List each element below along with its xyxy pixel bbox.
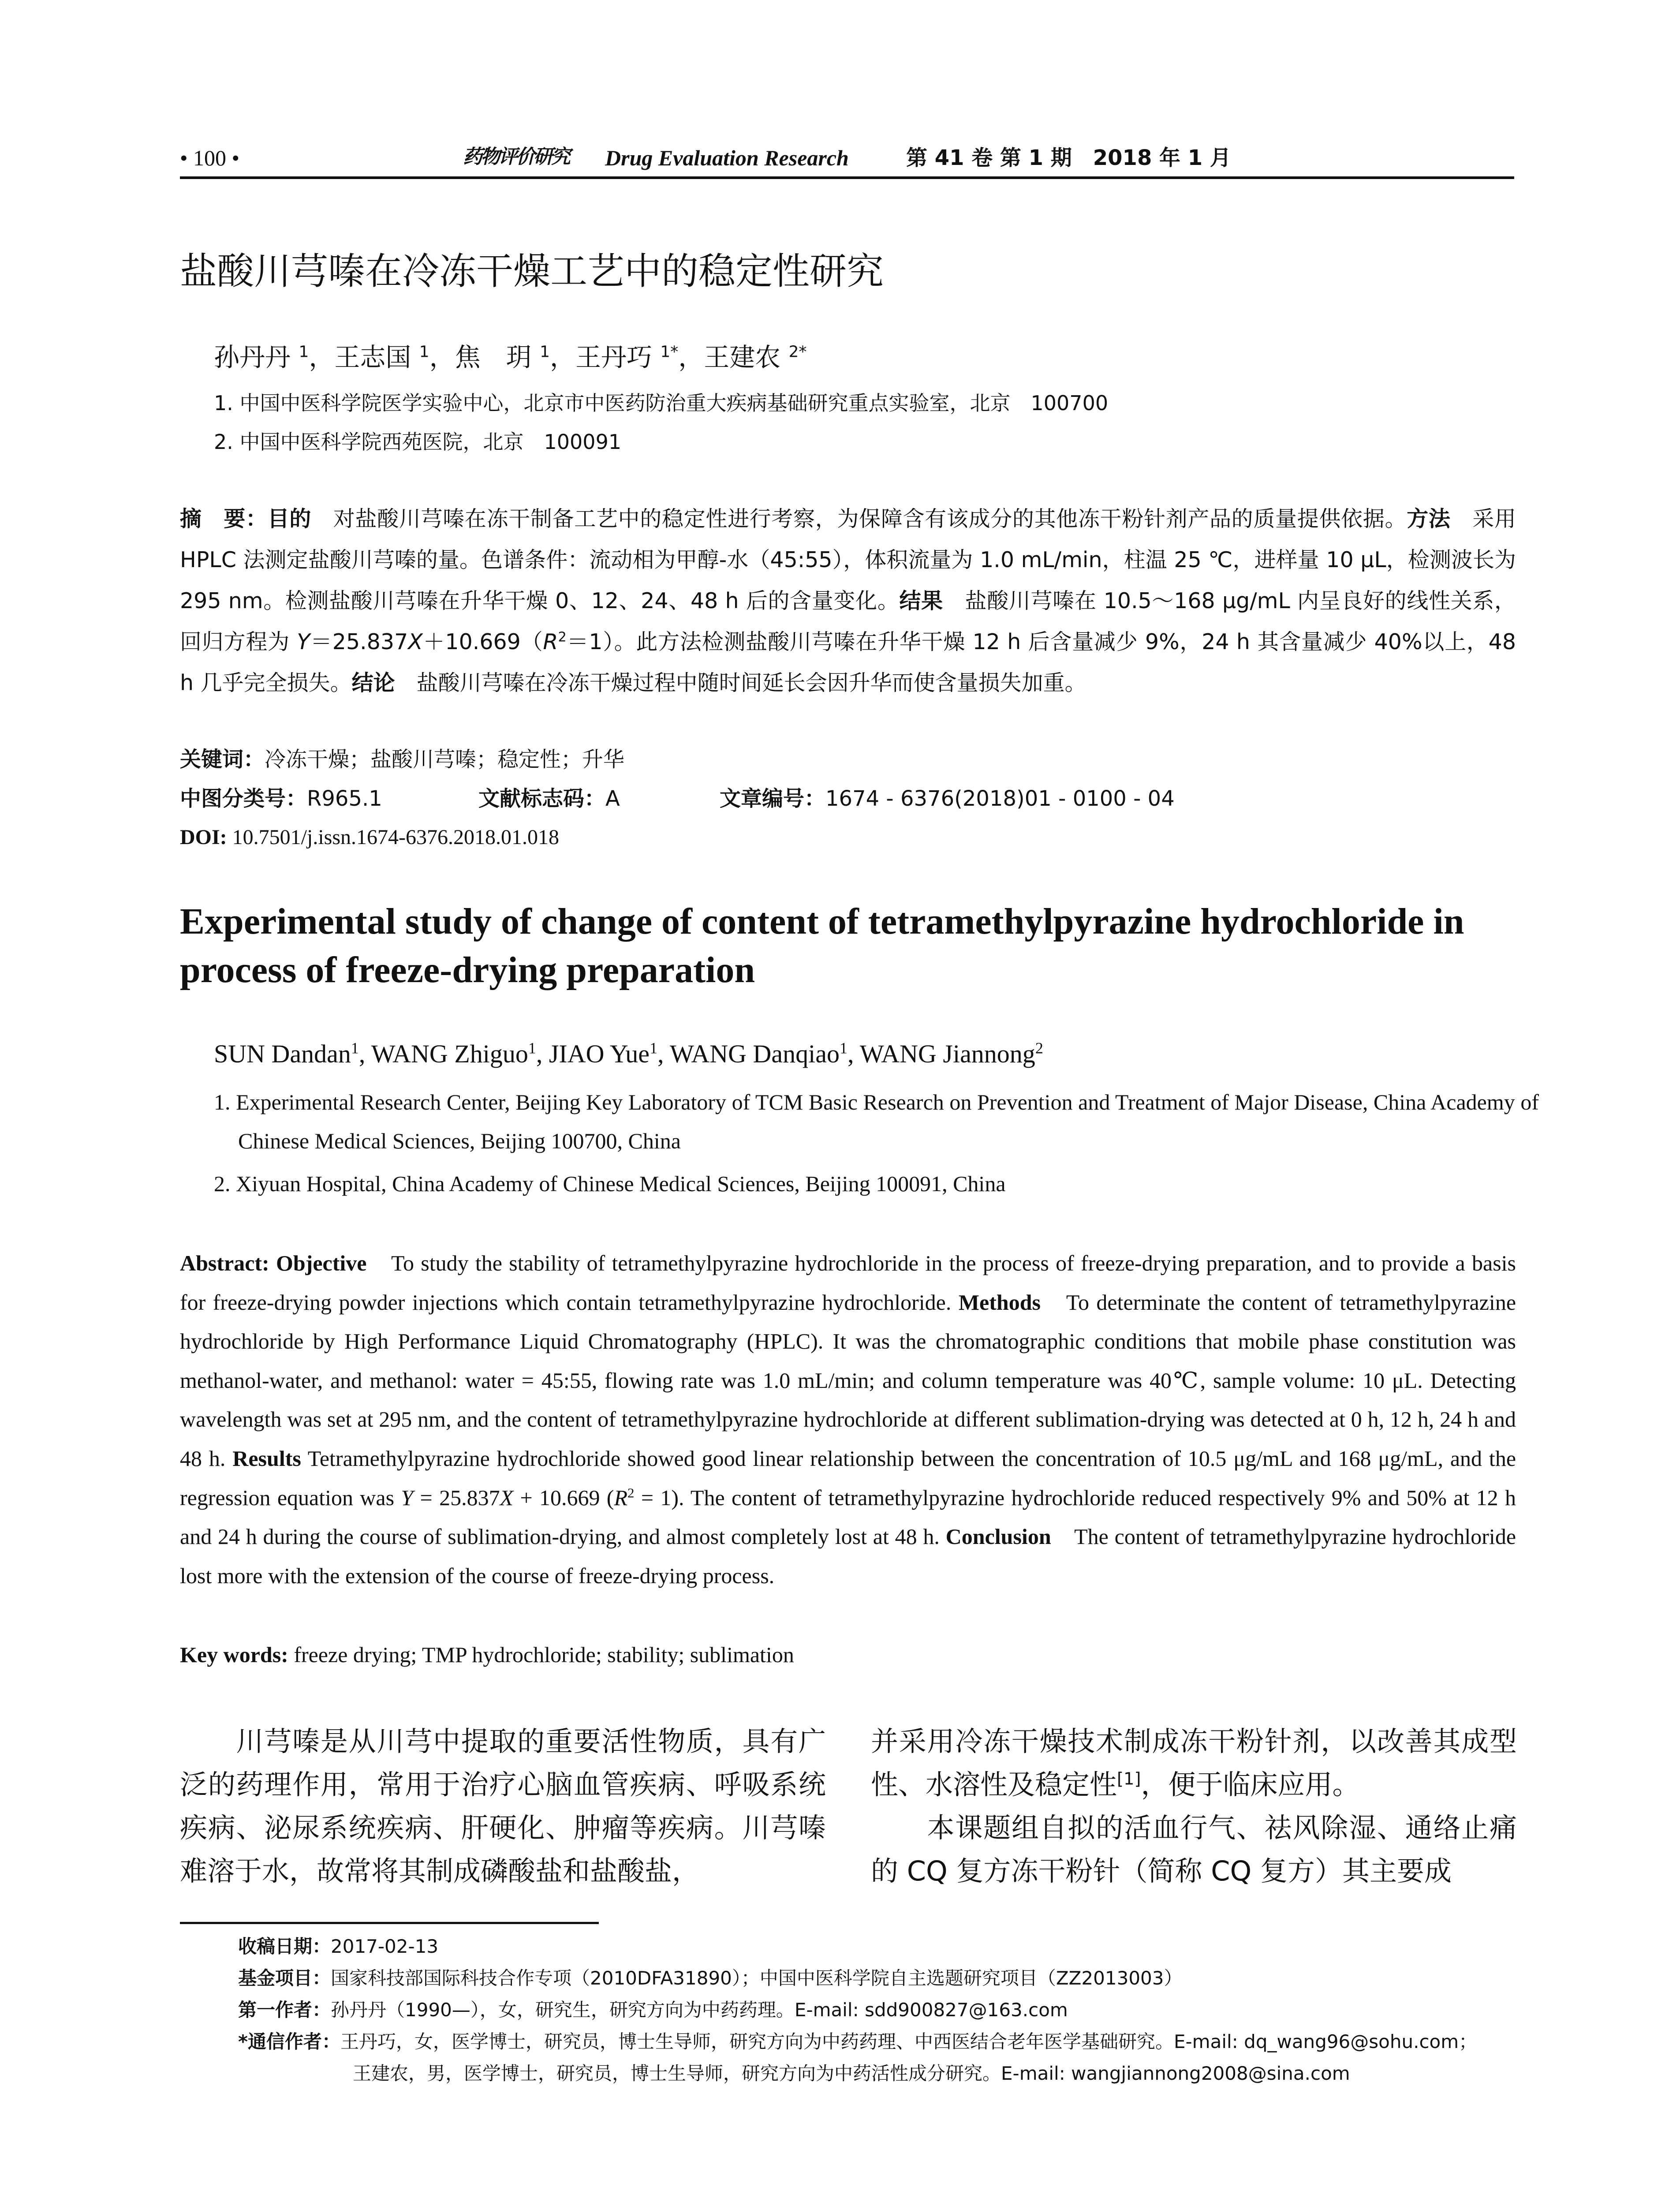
clc-label: 中图分类号： [180,786,307,811]
keywords-en-text: freeze drying; TMP hydrochloride; stability; sublimation [288,1642,794,1667]
doc-code [478,779,620,818]
footnote-corresponding [238,2026,1477,2058]
first-author-text: 孙丹丹（1990—），女，研究生，研究方向为中药药理。E-mail: sdd900827@163.com [331,1999,1068,2021]
methods-label-en: Methods [958,1289,1041,1315]
keywords-cn-text: 冷冻干燥；盐酸川芎嗪；稳定性；升华 [265,747,625,772]
authors-cn: 孙丹丹 $^1$，王志国 $^1$，焦 玥 $^1$，王丹巧 $^{1*}$，王建农 $^{2*}$ [214,342,807,372]
title-cn: 盐酸川芎嗪在冷冻干燥工艺中的稳定性研究 [180,250,884,293]
objective-en: To study the stability of tetramethylpyrazine hydrochloride in the process of freeze-drying preparation, and to provide a basis for freeze-drying powder injections which contain tetramethylpyrazine hydrochloride. [180,1251,1516,1315]
keywords-en-label: Key words: [180,1642,288,1667]
methods-en: To determinate the content of tetramethylpyrazine hydrochloride by High Performance Liquid Chromatography (HPLC). It was the chromatographic conditions that mobile phase constitution was methanol-water, and methanol: water = 45:55, flowing rate was 1.0 mL/min; and column temperature was 40℃, sample volume: 10 μL. Detecting wavelength was set at 295 nm, and the content of tetramethylpyrazine hydrochloride at different sublimation-drying was detected at 0 h, 12 h, 24 h and 48 h. [180,1289,1516,1471]
article-number [720,779,1175,818]
results-cn: 盐酸川芎嗪在 10.5～168 μg/mL 内呈良好的线性关系，回归方程为 $Y=25.837X+10.669(R^2=1)$。此方法检测盐酸川芎嗪在升华干燥 12 h 后含量减少 9%，24 h 其含量减少 40%以上，48 h 几乎完全损失。 [180,588,1516,695]
objective-cn: 对盐酸川芎嗪在冻干制备工艺中的稳定性进行考察，为保障含有该成分的其他冻干粉针剂产品的质量提供依据。 [311,506,1407,531]
title-en: Experimental study of change of content of tetramethylpyrazine hydrochloride in process of freeze-drying preparation [180,901,1464,990]
keywords-cn [180,740,624,779]
abstract-cn-label: 摘 要： [180,506,268,531]
doc-label: 文献标志码： [478,786,606,811]
affiliation-en-2: 2. Xiyuan Hospital, China Academy of Chinese Medical Sciences, Beijing 100091, China [214,1171,1006,1196]
footnote-rule [180,1922,599,1924]
footnote-corresponding-2: 王建农，男，医学博士，研究员，博士生导师，研究方向为中药活性成分研究。E-mail: wangjiannong2008@sina.com [353,2063,1350,2084]
doc-value: A [605,786,620,811]
corresponding-text-1: 王丹巧，女，医学博士，研究员，博士生导师，研究方向为中药药理、中西医结合老年医学基础研究。E-mail: dq_wang96@sohu.com； [340,2031,1478,2052]
keywords-cn-label: 关键词： [180,747,265,772]
conclusion-cn: 盐酸川芎嗪在冷冻干燥过程中随时间延长会因升华而使含量损失加重。 [395,670,1086,695]
body-column-1: 川芎嗪是从川芎中提取的重要活性物质，具有广泛的药理作用，常用于治疗心脑血管疾病、呼吸系统疾病、泌尿系统疾病、肝硬化、肿瘤等疾病。川芎嗪难溶于水，故常将其制成磷酸盐和盐酸盐， [180,1725,826,1887]
conclusion-en: The content of tetramethylpyrazine hydrochloride lost more with the extension of the course of freeze-drying process. [180,1524,1516,1588]
footnote-received [238,1931,438,1962]
fund-text: 国家科技部国际科技合作专项（2010DFA31890）；中国中医科学院自主选题研究项目（ZZ2013003） [331,1967,1183,1989]
corresponding-label: *通信作者： [238,2031,340,2052]
first-author-label: 第一作者： [238,1999,331,2021]
affiliation-en-1: 1. Experimental Research Center, Beijing Key Laboratory of TCM Basic Research on Prevention and Treatment of Major Disease, China Academy of Chinese Medical Sciences, Beijing 100700, China [214,1090,1539,1153]
footnote-first-author [238,1994,1068,2026]
body-paragraph-1: 并采用冷冻干燥技术制成冻干粉针剂，以改善其成型性、水溶性及稳定性[1]，便于临床应用。 [871,1725,1517,1801]
objective-label-en: Objective [276,1251,367,1275]
clc-value: R965.1 [307,786,382,811]
results-en: Tetramethylpyrazine hydrochloride showed good linear relationship between the concentration of 10.5 μg/mL and 168 μg/mL, and the regression equation was Y = 25.837X + 10.669 $(R^2 = 1)$. The content of tetramethylpyrazine hydrochloride reduced respectively 9% and 50% at 12 h and 24 h during the course of sublimation-drying, and almost completely lost at 48 h. [180,1446,1516,1549]
header-rule [180,176,1514,179]
abstract-en-label: Abstract: [180,1251,269,1275]
article-label: 文章编号： [720,786,826,811]
body-paragraph-2: 本课题组自拟的活血行气、祛风除湿、通络止痛的 CQ 复方冻干粉针（简称 CQ 复方）其主要成 [871,1812,1517,1887]
conclusion-label-cn: 结论 [351,670,395,695]
keywords-en [180,1635,794,1674]
authors-en: SUN Dandan$^1$, WANG Zhiguo$^1$, JIAO Yue$^1$, WANG Danqiao$^1$, WANG Jiannong$^2$ [214,1039,1043,1068]
fund-label: 基金项目： [238,1967,331,1989]
clc-code [180,779,382,818]
results-label-cn: 结果 [899,588,943,613]
affiliation-cn-1: 1. 中国中医科学院医学实验中心，北京市中医药防治重大疾病基础研究重点实验室，北京 100700 [214,391,1109,415]
article-value: 1674 - 6376(2018)01 - 0100 - 04 [825,786,1175,811]
methods-label-cn: 方法 [1407,506,1451,531]
affiliation-cn-2: 2. 中国中医科学院西苑医院，北京 100091 [214,430,622,454]
journal-title-en: Drug Evaluation Research [605,146,849,170]
results-label-en: Results [232,1446,301,1471]
abstract-en [180,1244,1516,1595]
issue-info: 第 41 卷 第 1 期 2018 年 1 月 [906,146,1231,170]
objective-label-cn: 目的 [267,506,312,531]
abstract-cn [180,498,1516,703]
doi [180,818,559,857]
footnote-fund [238,1962,1182,1994]
received-label: 收稿日期： [238,1936,331,1957]
body-column-2 [871,1720,1517,1893]
received-date: 2017-02-13 [331,1936,439,1957]
methods-cn: 采用 HPLC 法测定盐酸川芎嗪的量。色谱条件：流动相为甲醇-水（45:55），体积流量为 1.0 mL/min，柱温 25 ℃，进样量 10 μL，检测波长为 295 nm。检测盐酸川芎嗪在升华干燥 0、12、24、48 h 后的含量变化。 [180,506,1516,613]
doi-value: 10.7501/j.issn.1674-6376.2018.01.018 [227,826,560,849]
doi-label: DOI: [180,826,227,849]
conclusion-label-en: Conclusion [945,1524,1051,1549]
journal-logo: 药物评价研究 [463,146,569,168]
page-number: • 100 • [180,146,240,170]
